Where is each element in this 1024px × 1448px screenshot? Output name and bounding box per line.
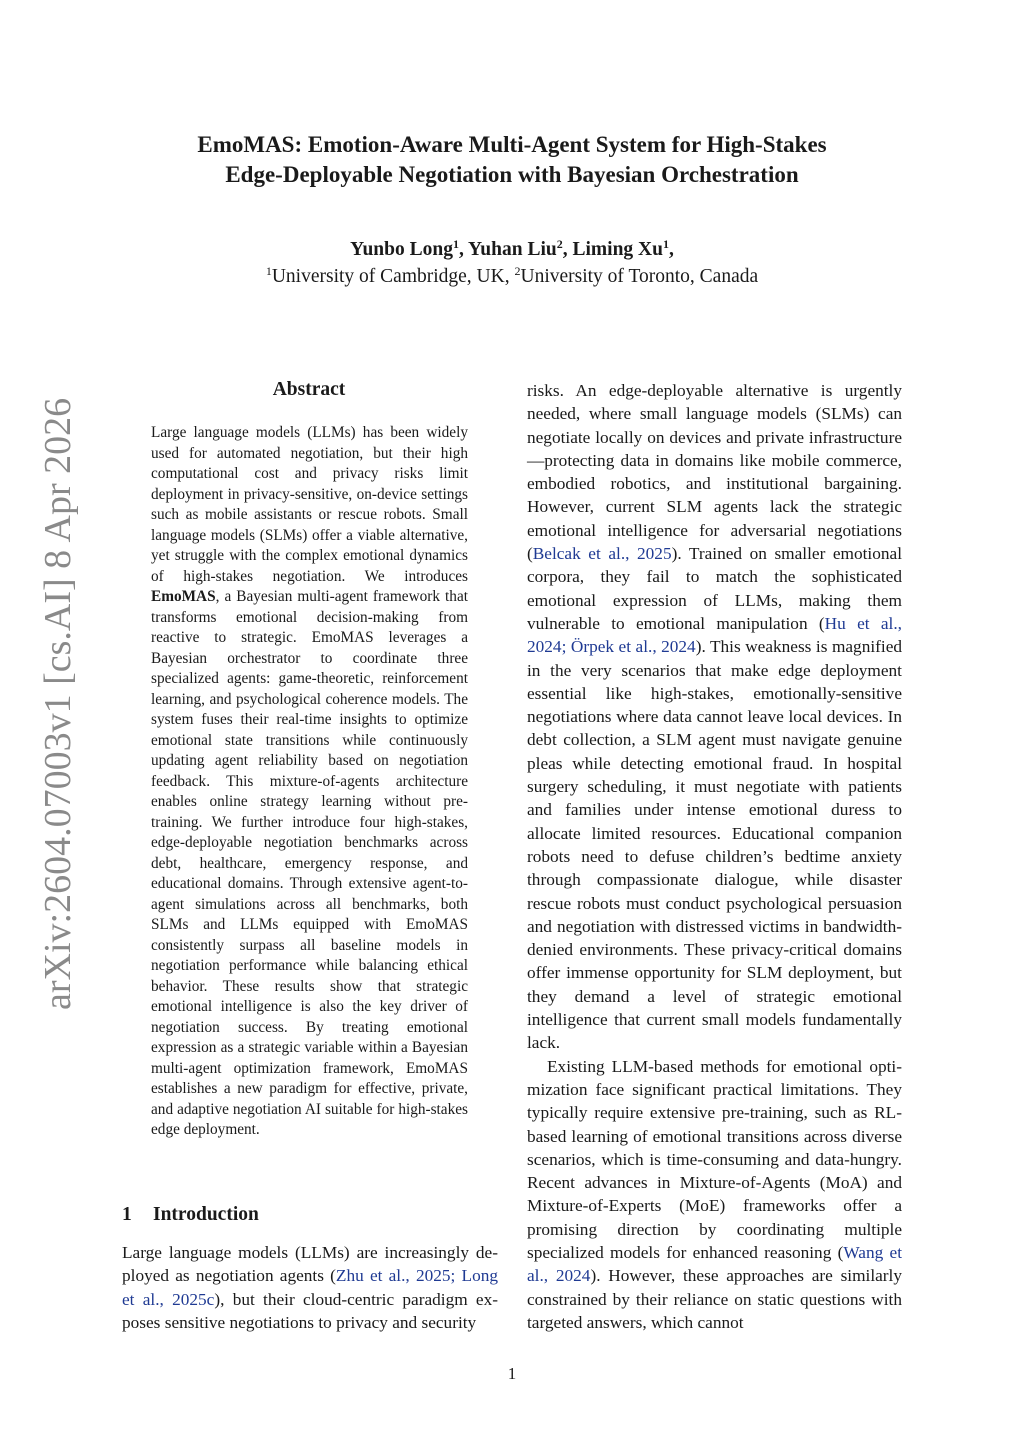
affiliation-marker: 1 bbox=[265, 264, 272, 278]
abstract-text: , a Bayesian multi-agent framework that transforms emotional decision-making from reactive to strategic. EmoMAS leverages a Bayesian orchestrator to coordinate three specialized agents: game-theoretic, reinforcement learning, and psychological coherence models. The system fuses their real-time insights to optimize emotional state transitions while continuously updating agent reliability based on negotiation feedback. This mixture-of-agents architecture enables online strategy learning without pre-training. We further introduce four high-stakes, edge-deployable negotiation benchmarks across debt, healthcare, emergency response, and educational domains. Through extensive agent-to-agent simulations across all benchmarks, both SLMs and LLMs equipped with EmoMAS consistently surpass all baseline models in negotiation performance while balancing ethical behavior. These results show that strategic emotional intelligence is also the key driver of negotiation success. By treating emotional expression as a strategic variable within a Bayesian multi-agent optimization framework, EmoMAS establishes a new paradigm for effective, private, and adaptive negotiation AI suitable for high-stakes edge deployment. bbox=[151, 588, 468, 1138]
paragraph-text: Large language models (LLMs) are increasingly deployed as negotiation agents ( bbox=[122, 1243, 498, 1286]
abstract-heading: Abstract bbox=[272, 379, 346, 400]
citation-link[interactable]: Belcak et al., 2025 bbox=[532, 544, 672, 564]
author-separator: , bbox=[668, 239, 674, 260]
author-name: Liming Xu bbox=[572, 239, 663, 260]
paragraph-text: Existing LLM-based methods for emotional optimization face significant practical limitations. They typically require extensive pre-training, such as RL-based learning of emotional transitions across diverse scenarios, which is time-consuming and data-hungry. Recent advances in Mixture-of-Agents (MoA) and Mixture-of-Experts (MoE) frameworks offer a promising direction by coordinating multiple specialized models for enhanced reasoning ( bbox=[527, 1056, 902, 1262]
paragraph-text: ). Trained on smaller emotional corpora, they fail to match the sophisticated emotional expression of LLMs, making them vulnerable to emotional manipulation ( bbox=[527, 544, 902, 633]
section-heading-introduction bbox=[122, 1203, 259, 1227]
arxiv-stamp: arXiv:2604.07003v1 [cs.AI] 8 Apr 2026 bbox=[37, 397, 79, 1010]
paragraph-text: risks. An edge-deployable alternative is urgently needed, where small language models (SLMs) can negotiate locally on devices and private infrastructure—protecting data in domains like mobile commerce, embodied robotics, and institutional bargaining. However, current SLM agents lack the strategic emotional intelligence for adversarial negotiations ( bbox=[527, 381, 902, 564]
section-title: Introduction bbox=[153, 1204, 259, 1225]
body-paragraph bbox=[527, 379, 902, 1055]
paragraph-text: ). This weakness is magnified in the very scenarios that make edge deployment essential like high-stakes, emotionally-sensitive negotiations where data cannot leave local devices. In debt collection, a SLM agent must navigate genuine pleas while detecting emotional fraud. In hospital surgery scheduling, it must negotiate with patients and families under intense emotional duress to allocate limited resources. Educational companion robots need to defuse children’s bedtime anxiety through compassionate dialogue, while disaster rescue robots must conduct psychological persuasion and negotiation with distressed victims in bandwidth-denied environments. These privacy-critical domains offer immense opportunity for SLM deployment, but they demand a level of strategic emotional intelligence that current small models fundamentally lack. bbox=[527, 637, 902, 1053]
author-separator: , bbox=[562, 239, 573, 260]
section-number: 1 bbox=[122, 1204, 132, 1225]
affiliation-marker: 2 bbox=[556, 237, 563, 251]
body-paragraph bbox=[527, 1055, 902, 1335]
abstract-system-name: EmoMAS bbox=[151, 588, 216, 605]
paragraph-text: ), but their cloud-centric paradigm exposes sensitive negotiations to privacy and security bbox=[122, 1289, 499, 1332]
affiliation-marker: 1 bbox=[662, 237, 669, 251]
introduction-paragraph bbox=[122, 1241, 498, 1334]
paper-title bbox=[0, 130, 1024, 190]
affiliation: University of Cambridge, UK, bbox=[271, 266, 515, 287]
citation-link[interactable]: Hu et al., 2024; Örpek et al., 2024 bbox=[527, 613, 902, 657]
abstract-body bbox=[151, 423, 468, 1141]
paper-title-line-1: EmoMAS: Emotion-Aware Multi-Agent System for High-Stakes bbox=[197, 132, 827, 157]
right-column bbox=[527, 379, 902, 1334]
author-block bbox=[0, 236, 1024, 290]
paper-title-line-2: Edge-Deployable Negotiation with Bayesian Orchestration bbox=[225, 162, 799, 187]
citation-link[interactable]: Zhu et al., 2025; Long et al., 2025c bbox=[122, 1266, 498, 1309]
affiliation-marker: 1 bbox=[452, 237, 459, 251]
author-names bbox=[0, 236, 1024, 263]
paragraph-text: ). However, these approaches are similarly constrained by their reliance on static questions with targeted answers, which cannot bbox=[527, 1266, 903, 1332]
affiliations bbox=[0, 263, 1024, 290]
abstract-text: Large language models (LLMs) has been widely used for automated negotiation, but their high computational cost and privacy risks limit deployment in privacy-sensitive, on-device settings such as mobile assistants or rescue robots. Small language models (SLMs) offer a viable alternative, yet struggle with the complex emotional dynamics of high-stakes negotiation. We introduces bbox=[151, 424, 468, 585]
page-number: 1 bbox=[507, 1364, 517, 1383]
author-separator: , bbox=[458, 239, 468, 260]
author-name: Yunbo Long bbox=[350, 239, 453, 260]
citation-link[interactable]: Wang et al., 2024 bbox=[527, 1242, 902, 1286]
affiliation-marker: 2 bbox=[514, 264, 521, 278]
affiliation: University of Toronto, Canada bbox=[520, 266, 759, 287]
author-name: Yuhan Liu bbox=[468, 239, 557, 260]
